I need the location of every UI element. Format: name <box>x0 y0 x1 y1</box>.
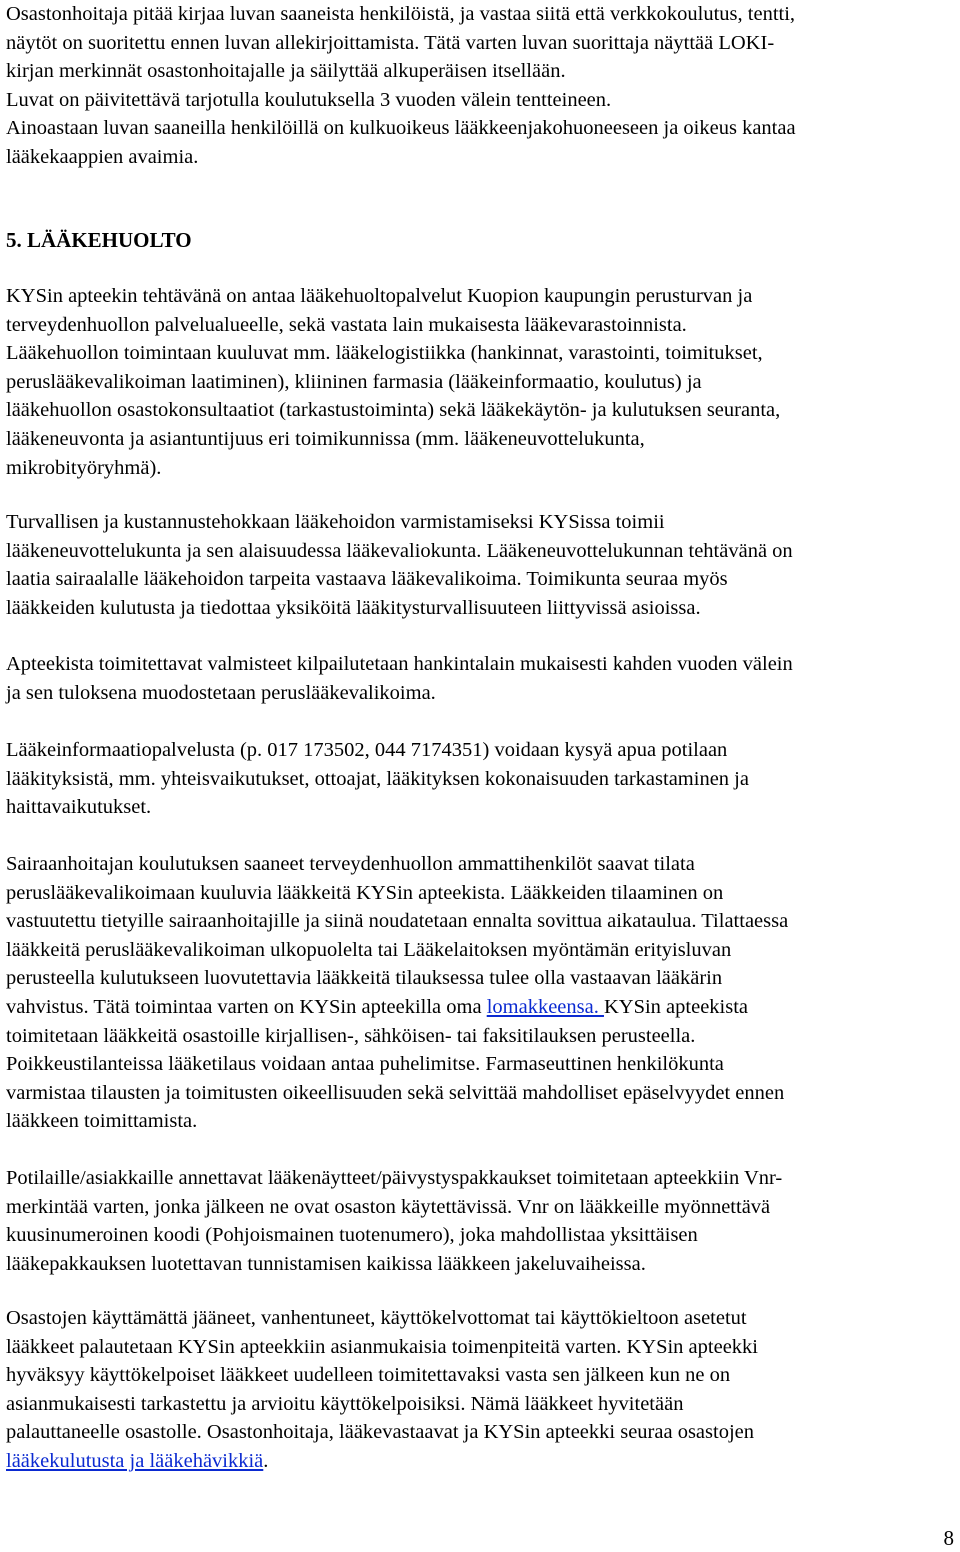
text-line: hyväksyy käyttökelpoiset lääkkeet uudelleen toimitettavaksi vasta sen jälkeen kun ne on <box>6 1364 731 1387</box>
text-fragment: vahvistus. Tätä toimintaa varten on KYSin apteekilla oma <box>6 995 487 1018</box>
text-line: lääkkeen toimittamista. <box>6 1110 198 1133</box>
paragraph-palautus <box>6 1304 758 1476</box>
text-line: haittavaikutukset. <box>6 796 152 819</box>
text-line: lääkeneuvonta ja asiantuntijuus eri toimikunnissa (mm. lääkeneuvottelukunta, <box>6 427 645 450</box>
text-line: asianmukaisesti tarkastettu ja arvioitu käyttökelpoisiksi. Nämä lääkkeet hyvitetään <box>6 1392 684 1415</box>
text-line: peruslääkevalikoiman laatiminen), kliininen farmasia (lääkeinformaatio, koulutus) ja <box>6 370 702 393</box>
lomakkeensa-link[interactable]: lomakkeensa. <box>486 995 604 1018</box>
text-line: peruslääkevalikoimaan kuuluvia lääkkeitä KYSin apteekista. Lääkkeiden tilaaminen on <box>6 881 724 904</box>
section-heading: 5. LÄÄKEHUOLTO <box>6 228 192 252</box>
text-line: lääkityksistä, mm. yhteisvaikutukset, ottoajat, lääkityksen kokonaisuuden tarkastaminen ja <box>6 767 749 790</box>
text-line: Osastonhoitaja pitää kirjaa luvan saaneista henkilöistä, ja vastaa siitä että verkkokoulutus, tentti, <box>6 3 796 25</box>
text-line: merkintää varten, jonka jälkeen ne ovat osaston käytettävissä. Vnr on lääkkeille myönnettävä <box>6 1195 771 1218</box>
text-line: Potilaille/asiakkaille annettavat lääkenäytteet/päivystyspakkaukset toimitetaan apteekkiin Vnr- <box>6 1167 783 1189</box>
text-line: Luvat on päivitettävä tarjotulla koulutuksella 3 vuoden välein tentteineen. <box>6 88 612 111</box>
text-line: mikrobityöryhmä). <box>6 456 162 479</box>
text-line: Sairaanhoitajan koulutuksen saaneet terveydenhuollon ammattihenkilöt saavat tilata <box>6 853 695 875</box>
text-line: KYSin apteekin tehtävänä on antaa lääkehuoltopalvelut Kuopion kaupungin perusturvan ja <box>6 285 753 307</box>
text-line: Lääkehuollon toimintaan kuuluvat mm. lääkelogistiikka (hankinnat, varastointi, toimitukset, <box>6 342 763 365</box>
text-line: lääkekaappien avaimia. <box>6 145 199 168</box>
intro-paragraph <box>6 0 796 172</box>
paragraph-kilpailutus <box>6 650 793 707</box>
text-line: Poikkeustilanteissa lääketilaus voidaan antaa puhelimitse. Farmaseuttinen henkilökunta <box>6 1053 724 1076</box>
text-line: näytöt on suoritettu ennen luvan allekirjoittamista. Tätä varten luvan suorittaja näyttää LOKI- <box>6 31 775 54</box>
text-line: lääkepakkauksen luotettavan tunnistamisen kaikissa lääkkeen jakeluvaiheissa. <box>6 1252 646 1275</box>
lääkekulutus-link[interactable]: lääkekulutusta ja lääkehävikkiä <box>6 1449 264 1472</box>
paragraph-lääkenäytteet <box>6 1164 782 1278</box>
text-line: lääkehuollon osastokonsultaatiot (tarkastustoiminta) sekä lääkekäytön- ja kulutuksen seuranta, <box>6 399 781 422</box>
paragraph-lääkehuolto-intro <box>6 282 780 482</box>
text-line: laatia sairaalalle lääkehoidon tarpeita vastaava lääkevalikoima. Toimikunta seuraa myös <box>6 568 728 591</box>
text-line: toimitetaan lääkkeitä osastoille kirjallisen-, sähköisen- tai faksitilauksen perusteella. <box>6 1024 696 1047</box>
text-line: kirjan merkinnät osastonhoitajalle ja säilyttää alkuperäisen itsellään. <box>6 60 566 83</box>
text-line: lääkkeitä peruslääkevalikoiman ulkopuolelta tai Lääkelaitoksen myöntämän erityisluvan <box>6 938 732 961</box>
paragraph-tilaaminen <box>6 850 788 1136</box>
text-line: Apteekista toimitettavat valmisteet kilpailutetaan hankintalain mukaisesti kahden vuoden välein <box>6 653 793 675</box>
text-line: lääkeneuvottelukunta ja sen alaisuudessa lääkevaliokunta. Lääkeneuvottelukunnan tehtävänä on <box>6 539 793 562</box>
page-number: 8 <box>943 1526 954 1550</box>
text-line-with-link <box>6 1447 758 1476</box>
text-line: Osastojen käyttämättä jääneet, vanhentuneet, käyttökelvottomat tai käyttökieltoon asetetut <box>6 1307 747 1329</box>
text-line: Ainoastaan luvan saaneilla henkilöillä on kulkuoikeus lääkkeenjakohuoneeseen ja oikeus kantaa <box>6 117 796 140</box>
text-line: Lääkeinformaatiopalvelusta (p. 017 173502, 044 7174351) voidaan kysyä apua potilaan <box>6 739 728 761</box>
text-line: lääkkeiden kulutusta ja tiedottaa yksiköitä lääkitysturvallisuuteen liittyvissä asioissa. <box>6 596 701 619</box>
text-line: lääkkeet palautetaan KYSin apteekkiin asianmukaisia toimenpiteitä varten. KYSin apteekki <box>6 1335 758 1358</box>
text-line: Turvallisen ja kustannustehokkaan lääkehoidon varmistamiseksi KYSissa toimii <box>6 511 665 533</box>
text-line: varmistaa tilausten ja toimitusten oikeellisuuden sekä selvittää mahdolliset epäselvyydet ennen <box>6 1081 785 1104</box>
text-fragment: KYSin apteekista <box>603 995 749 1018</box>
text-line: ja sen tuloksena muodostetaan peruslääkevalikoima. <box>6 681 436 704</box>
paragraph-lääkeinformaatio <box>6 736 749 822</box>
text-line: kuusinumeroinen koodi (Pohjoismainen tuotenumero), joka mahdollistaa yksittäisen <box>6 1224 698 1247</box>
text-fragment: . <box>263 1449 269 1472</box>
text-line: palauttaneelle osastolle. Osastonhoitaja, lääkevastaavat ja KYSin apteekki seuraa osastojen <box>6 1421 754 1444</box>
text-line: vastuutettu tietyille sairaanhoitajille ja siinä noudatetaan ennalta sovittua aikataulua. Tilattaessa <box>6 910 789 933</box>
text-line: perusteella kulutukseen luovutettavia lääkkeitä tilauksessa tulee olla vastaavan lääkärin <box>6 967 723 990</box>
text-line: terveydenhuollon palvelualueelle, sekä vastata lain mukaisesta lääkevarastoinnista. <box>6 313 687 336</box>
text-line-with-link <box>6 993 788 1022</box>
paragraph-neuvottelukunta <box>6 508 793 622</box>
